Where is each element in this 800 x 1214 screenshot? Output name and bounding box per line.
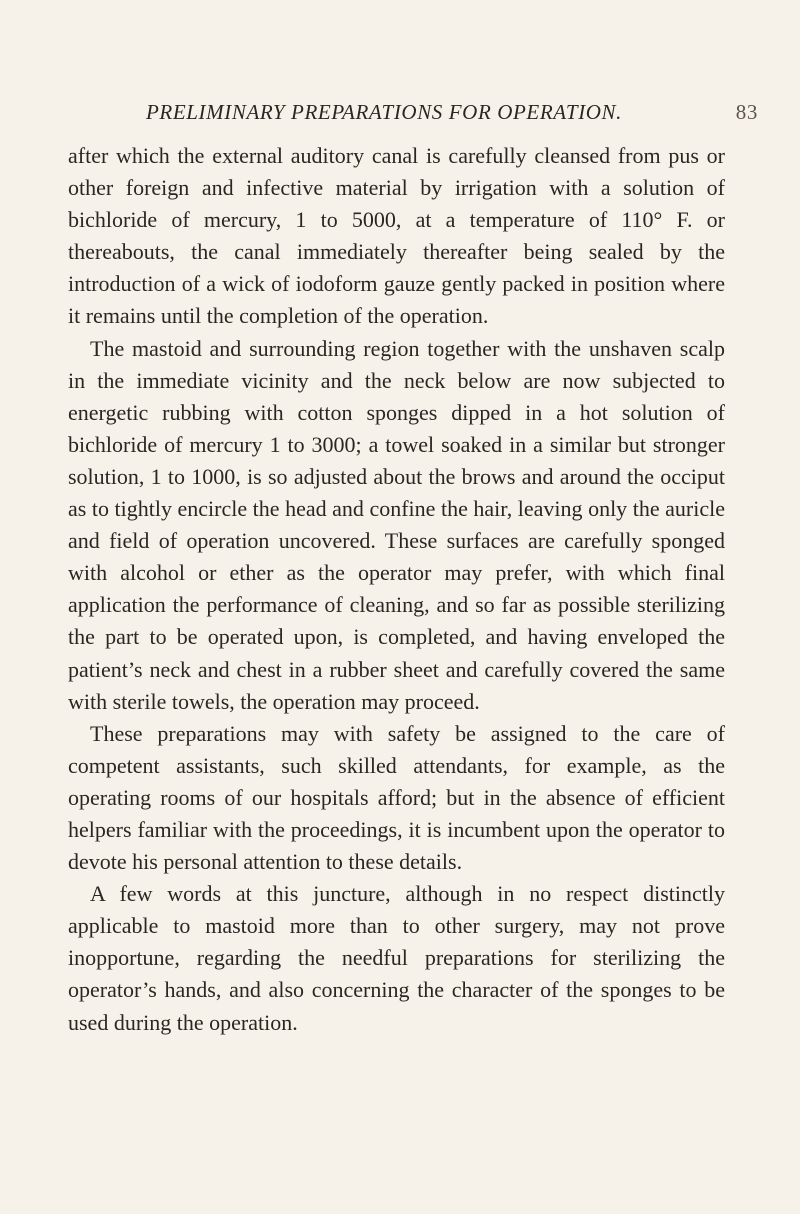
running-head: [146, 100, 766, 130]
paragraph-assistants: These preparations may with safety be assigned to the care of competent assistants, such skilled attendants, for example, as the operating rooms of our hospitals afford; but in the absence of efficient helpers familiar with the proceedings, it is incumbent upon the operator to devote his personal attention to these details.: [68, 720, 725, 875]
body-text: [68, 140, 725, 1039]
running-title: PRELIMINARY PREPARATIONS FOR OPERATION.: [146, 100, 623, 124]
page-number: 83: [735, 100, 758, 124]
paragraph-continuation: after which the external auditory canal is carefully cleansed from pus or other foreign and infective material by irrigation with a solution of bichloride of mercury, 1 to 5000, at a temperature of 110° F. or thereabouts, the canal immediately thereafter being sealed by the introduction of a wick of iodoform gauze gently packed in position where it remains until the completion of the operation.: [68, 143, 725, 329]
paragraph-hands-sponges: A few words at this juncture, although in no respect distinctly applicable to mastoid more than to other surgery, may not prove inopportune, regarding the needful preparations for sterilizing the operator’s hands, and also concerning the character of the sponges to be used during the operation.: [68, 881, 725, 1035]
paragraph-mastoid-region: The mastoid and surrounding region together with the unshaven scalp in the immediate vicinity and the neck below are now subjected to energetic rubbing with cotton sponges dipped in a hot solution of bichloride of mercury 1 to 3000; a towel soaked in a similar but stronger solution, 1 to 1000, is so adjusted about the brows and around the occiput as to tightly encircle the head and confine the hair, leaving only the auricle and field of operation uncovered. These surfaces are carefully sponged with alcohol or ether as the operator may prefer, with which final application the performance of cleaning, and so far as possible sterilizing the part to be operated upon, is completed, and having enveloped the patient’s neck and chest in a rubber sheet and carefully covered the same with sterile towels, the operation may proceed.: [68, 335, 725, 714]
